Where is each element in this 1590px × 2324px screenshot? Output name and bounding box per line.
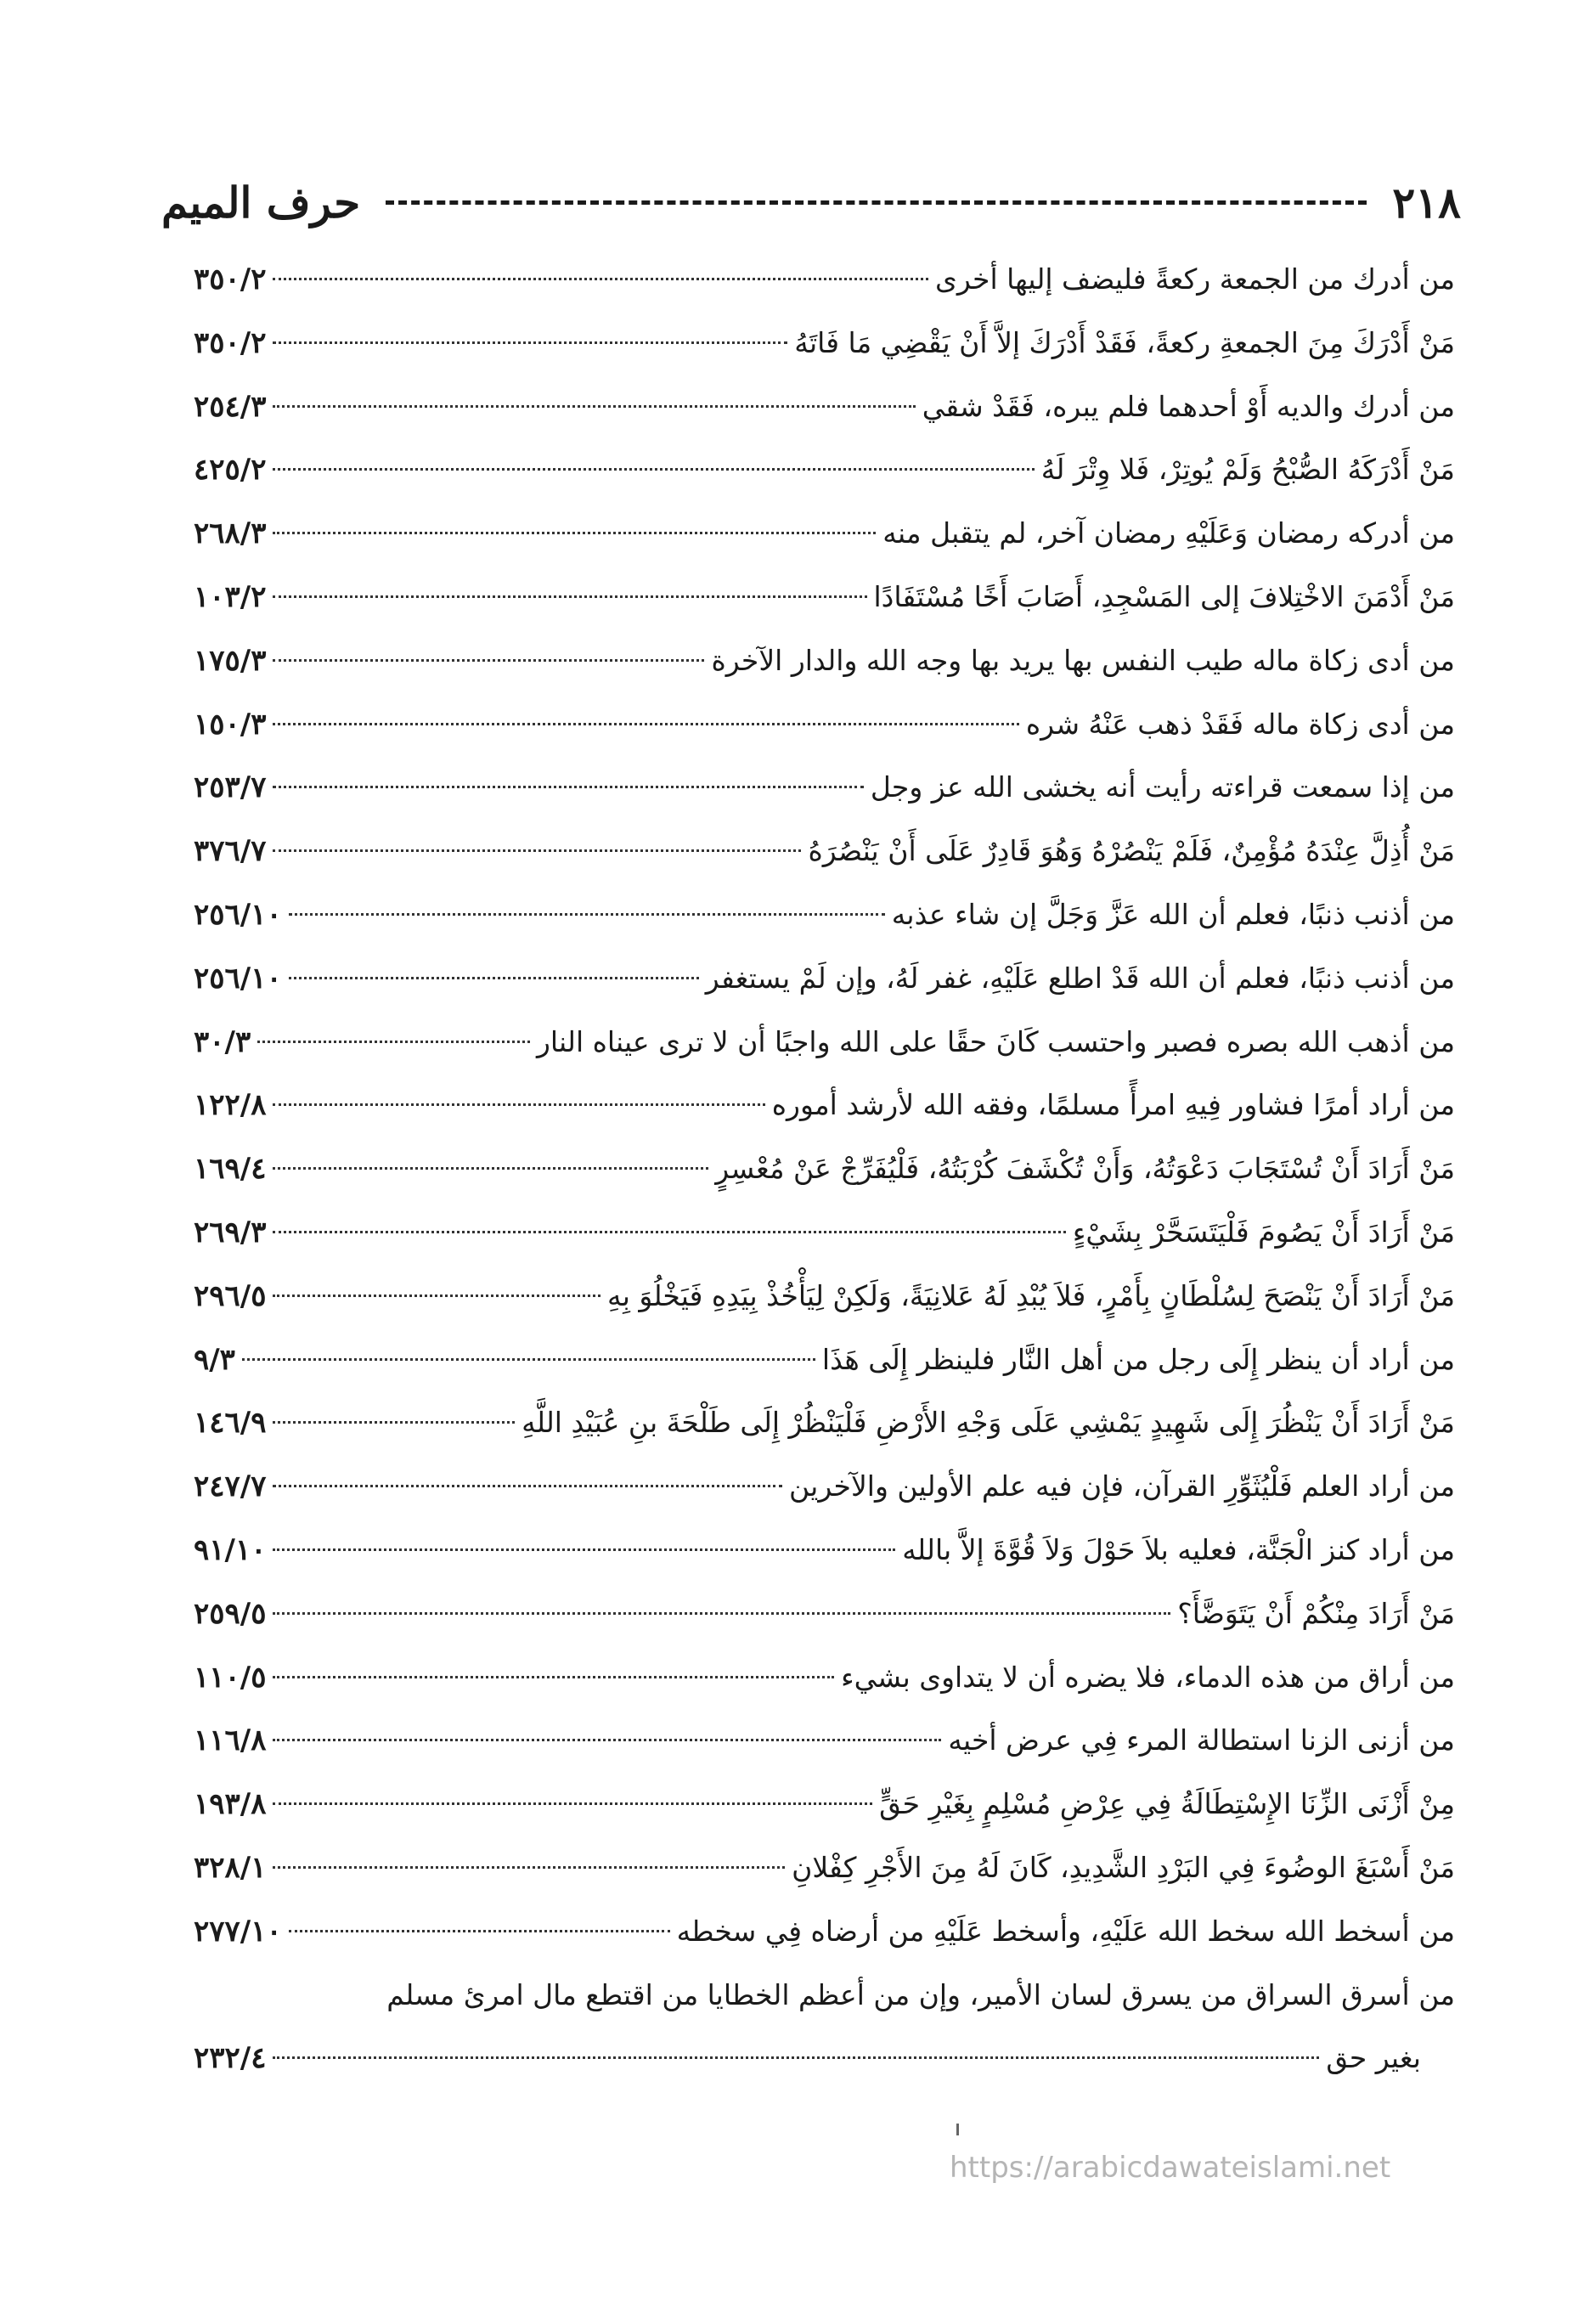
entry-text: مَنْ أَرَادَ مِنْكُمْ أَنْ يَتَوَضَّأَ؟: [1177, 1596, 1455, 1630]
index-entry: [194, 1391, 1455, 1455]
index-entry: [194, 1964, 1455, 2028]
entry-text: مَنْ أَسْبَغَ الوضُوءَ فِي البَرْدِ الشَّدِيدِ، كَانَ لَهُ مِنَ الأَجْرِ كِفْلانِ: [792, 1850, 1455, 1884]
entry-reference: ٣٥٠/٢: [194, 262, 267, 296]
entry-reference: ٢٧٧/١٠: [194, 1914, 282, 1949]
leader-dots: [273, 2056, 1319, 2059]
entry-reference: ١٢٢/٨: [194, 1088, 267, 1123]
leader-dots: [257, 1041, 530, 1043]
entry-text: من أذنب ذنبًا، فعلم أن الله قَدْ اطلع عَلَيْهِ، غفر لَهُ، وإن لَمْ يستغفر: [705, 961, 1455, 995]
index-entry: [194, 375, 1455, 439]
leader-dots: [273, 278, 928, 280]
index-entry: [194, 566, 1455, 629]
entry-text: من أذهب الله بصره فصبر واحتسب كَانَ حقًا على الله واجبًا أن لا ترى عيناه النار: [536, 1024, 1455, 1058]
entry-text: مَنْ أَرَادَ أَنْ يَصُومَ فَلْيَتَسَحَّرْ بِشَيْءٍ: [1072, 1215, 1455, 1249]
leader-dots: [273, 1103, 764, 1106]
leader-dots: [273, 1548, 895, 1551]
leader-dots: [273, 723, 1018, 725]
index-entry: [194, 1836, 1455, 1900]
entry-reference: ١٦٩/٤: [194, 1152, 267, 1187]
index-entry: [194, 1137, 1455, 1201]
index-entry: [194, 1011, 1455, 1075]
index-entry: [194, 248, 1455, 312]
entry-reference: ١٠٣/٢: [194, 579, 267, 614]
leader-dots: [273, 341, 787, 344]
index-entry: [194, 693, 1455, 757]
index-entry: [194, 820, 1455, 883]
index-entry: [194, 1455, 1455, 1519]
leader-dots: [273, 1866, 785, 1869]
leader-dots: [273, 595, 866, 598]
entry-reference: ٩١/١٠: [194, 1532, 267, 1567]
leader-dots: [273, 1802, 872, 1805]
page-header: [161, 168, 1461, 236]
index-entry: [194, 883, 1455, 947]
entry-reference: ١٤٦/٩: [194, 1406, 267, 1441]
leader-dots: [242, 1358, 815, 1361]
index-entry: [194, 1709, 1455, 1773]
index-entry: [194, 1265, 1455, 1328]
index-entry: [194, 756, 1455, 820]
leader-dots: [273, 1739, 941, 1741]
index-entry: [194, 1328, 1455, 1392]
index-entry: [194, 947, 1455, 1011]
entry-text: من أراد كنز الْجَنَّة، فعليه بلاَ حَوْلَ وَلاَ قُوَّةَ إلاَّ بالله: [902, 1532, 1455, 1566]
entry-text: من أراد أن ينظر إِلَى رجل من أهل النَّار فلينظر إِلَى هَذَا: [821, 1342, 1455, 1376]
entry-reference: ٣٢٨/١: [194, 1850, 267, 1885]
index-entry: [194, 438, 1455, 502]
page-number: ٢١٨: [1392, 177, 1461, 228]
entry-reference: ٢٥٣/٧: [194, 770, 267, 805]
index-entry: [194, 1773, 1455, 1836]
entry-text: من أسخط الله سخط الله عَلَيْهِ، وأسخط عَلَيْهِ من أرضاه فِي سخطه: [676, 1914, 1455, 1948]
leader-dots: [273, 849, 801, 852]
entry-reference: ٣٥٠/٢: [194, 325, 267, 360]
scan-speck: [956, 2124, 959, 2135]
leader-dots: [289, 1930, 670, 1932]
entry-reference: ١٧٥/٣: [194, 643, 267, 678]
entry-reference: ٢٥٤/٣: [194, 389, 267, 424]
index-entry: [194, 502, 1455, 566]
leader-dots: [273, 1485, 782, 1487]
header-rule: [386, 200, 1367, 205]
index-entry-continuation: [194, 2027, 1455, 2090]
entry-reference: ٣٠/٣: [194, 1024, 251, 1059]
entry-text: مِنْ أَزْنَى الزِّنَا الإِسْتِطَالَةُ فِي عِرْضِ مُسْلِمٍ بِغَيْرِ حَقٍّ: [879, 1787, 1455, 1821]
entry-reference: ٢٤٧/٧: [194, 1469, 267, 1504]
entry-text: من أدركه رمضان وَعَلَيْهِ رمضان آخر، لم يتقبل منه: [882, 516, 1455, 550]
entry-text: مَنْ أَرَادَ أَنْ تُسْتَجَابَ دَعْوَتُهُ، وَأَنْ تُكْشَفَ كُرْبَتُهُ، فَلْيُفَرِّجْ عَنْ مُعْسِرٍ: [715, 1152, 1455, 1186]
entry-text: من أدى زكاة ماله طيب النفس بها يريد بها وجه الله والدار الآخرة: [711, 643, 1455, 677]
leader-dots: [273, 405, 915, 408]
entry-reference: ٢٣٢/٤: [194, 2041, 267, 2076]
entry-text: بغير حق: [1326, 2041, 1421, 2075]
index-entry: [194, 1900, 1455, 1964]
entry-text: من إذا سمعت قراءته رأيت أنه يخشى الله عز وجل: [870, 770, 1455, 804]
entry-text: مَنْ أَرَادَ أَنْ يَنْصَحَ لِسُلْطَانٍ بِأَمْرٍ، فَلاَ يُبْدِ لَهُ عَلانِيَةً، وَلَكِنْ لِيَأْخُذْ بِيَدِهِ فَيَخْلُوَ بِهِ: [607, 1278, 1455, 1312]
entry-text: مَنْ أَرَادَ أَنْ يَنْظُرَ إِلَى شَهِيدٍ يَمْشِي عَلَى وَجْهِ الأَرْضِ فَلْيَنْظُرْ إِلَى طَلْحَةَ بنِ عُبَيْدِ اللَّهِ: [522, 1406, 1455, 1440]
entry-reference: ١٥٠/٣: [194, 707, 267, 742]
entry-reference: ١١٠/٥: [194, 1660, 267, 1695]
entry-reference: ١١٦/٨: [194, 1723, 267, 1758]
entry-reference: ٤٢٥/٢: [194, 453, 267, 488]
entry-reference: ٢٦٨/٣: [194, 516, 267, 551]
entry-text: من أراد أمرًا فشاور فِيهِ امرأً مسلمًا، وفقه الله لأرشد أموره: [771, 1088, 1455, 1122]
leader-dots: [273, 532, 876, 534]
index-entry: [194, 1582, 1455, 1646]
entry-text: من أذنب ذنبًا، فعلم أن الله عَزَّ وَجَلَّ إن شاء عذبه: [891, 897, 1455, 931]
entry-reference: ٢٩٦/٥: [194, 1278, 267, 1313]
entry-reference: ٢٥٩/٥: [194, 1596, 267, 1631]
entry-text: من أزنى الزنا استطالة المرء فِي عرض أخيه: [948, 1723, 1455, 1757]
entry-text: من أدرك والديه أَوْ أحدهما فلم يبره، فَقَدْ شقي: [922, 389, 1455, 423]
entry-text: من أراق من هذه الدماء، فلا يضره أن لا يتداوى بشيء: [841, 1660, 1455, 1694]
leader-dots: [273, 1421, 515, 1424]
leader-dots: [273, 1676, 834, 1678]
entry-text: مَنْ أُذِلَّ عِنْدَهُ مُؤْمِنٌ، فَلَمْ يَنْصُرْهُ وَهُوَ قَادِرٌ عَلَى أَنْ يَنْصُرَهُ: [808, 834, 1455, 868]
index-entry: [194, 1646, 1455, 1710]
entry-reference: ٩/٣: [194, 1342, 235, 1377]
index-entry: [194, 1519, 1455, 1582]
leader-dots: [273, 1295, 600, 1297]
entry-reference: ٢٥٦/١٠: [194, 897, 282, 932]
leader-dots: [273, 468, 1034, 471]
entry-text: مَنْ أَدْرَكَهُ الصُّبْحُ وَلَمْ يُوتِرْ، فَلا وِتْرَ لَهُ: [1040, 453, 1455, 487]
entry-text: مَنْ أَدْرَكَ مِنَ الجمعةِ ركعةً، فَقَدْ أَدْرَكَ إلاَّ أَنْ يَقْضِي مَا فَاتَهُ: [794, 325, 1455, 359]
entry-text: من أدى زكاة ماله فَقَدْ ذهب عَنْهُ شره: [1025, 707, 1455, 741]
entry-text: من أسرق السراق من يسرق لسان الأمير، وإن من أعظم الخطايا من اقتطع مال امرئ مسلم: [386, 1977, 1455, 2011]
leader-dots: [289, 913, 885, 916]
entry-reference: ١٩٣/٨: [194, 1787, 267, 1822]
entry-text: مَنْ أَدْمَنَ الاخْتِلافَ إلى المَسْجِدِ، أَصَابَ أَخًا مُسْتَفَادًا: [873, 579, 1455, 613]
entry-text: من أدرك من الجمعة ركعةً فليضف إليها أخرى: [935, 262, 1455, 296]
index-entries: [194, 248, 1455, 2090]
leader-dots: [273, 659, 704, 662]
leader-dots: [273, 1231, 1065, 1233]
watermark-url: https://arabicdawateislami.net: [950, 2151, 1391, 2185]
leader-dots: [273, 786, 863, 788]
leader-dots: [289, 977, 699, 979]
entry-text: من أراد العلم فَلْيُثَوِّرِ القرآن، فإن فيه علم الأولين والآخرين: [789, 1469, 1455, 1503]
index-entry: [194, 629, 1455, 693]
leader-dots: [273, 1612, 1170, 1615]
entry-reference: ٢٥٦/١٠: [194, 961, 282, 996]
entry-reference: ٣٧٦/٧: [194, 834, 267, 869]
entry-reference: ٢٦٩/٣: [194, 1215, 267, 1249]
chapter-title: حرف الميم: [161, 177, 361, 228]
index-entry: [194, 312, 1455, 375]
index-entry: [194, 1074, 1455, 1137]
leader-dots: [273, 1167, 708, 1170]
index-entry: [194, 1201, 1455, 1265]
